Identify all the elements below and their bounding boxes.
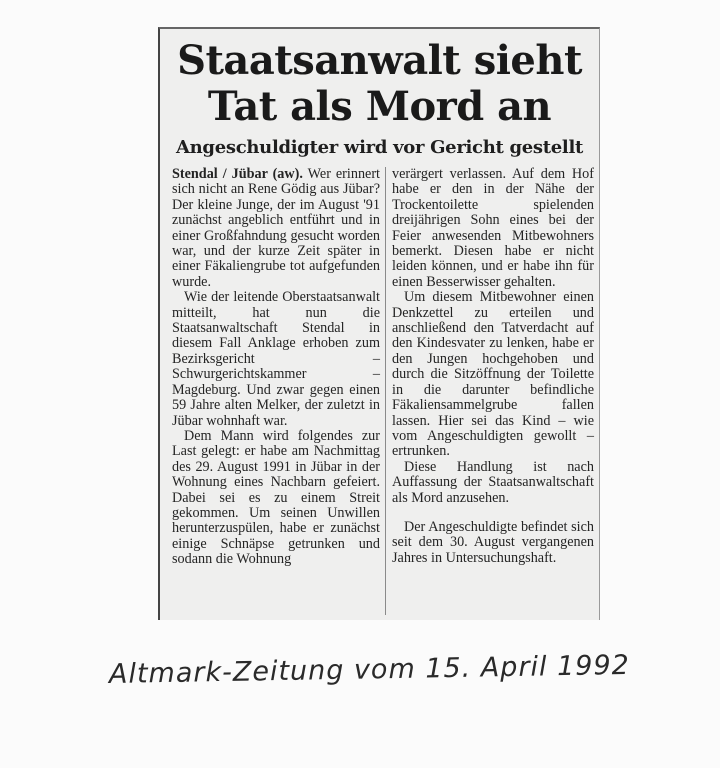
subheadline: Angeschuldigter wird vor Gericht gestellt xyxy=(175,137,583,158)
article-paragraph: verärgert verlassen. Auf dem Hof habe er den in der Nähe der Trockentoilette spielenden dreijährigen Sohn eines bei der Feier anwesenden Mitbewohners bemerkt. Diesen habe er nicht leiden können, und er habe ihn für einen Besserwisser gehalten. xyxy=(392,166,594,290)
handwritten-text: Altmark-Zeitung vom 15. April 1992 xyxy=(108,649,631,690)
article-paragraph: Diese Handlung ist nach Auffassung der Staatsanwaltschaft als Mord anzusehen. xyxy=(392,458,594,506)
article-paragraph: Dem Mann wird folgendes zur Last gelegt: er habe am Nachmittag des 29. August 1991 in Jübar in der Wohnung eines Nachbarn gefeiert. Dabei sei es zu einem Streit gekommen. Um seinen Unwillen herunterzuspülen, habe er zunächst einige Schnäpse getrunken und sodann die Wohnung xyxy=(172,427,380,568)
headline-line-2: Tat als Mord an xyxy=(207,83,552,130)
article-paragraph: Der Angeschuldigte befindet sich seit dem 30. August vergangenen Jahres in Untersuchungshaft. xyxy=(392,518,594,566)
dateline: Stendal / Jübar (aw). xyxy=(172,166,303,182)
handwritten-source-note xyxy=(105,640,685,710)
column-divider xyxy=(385,167,386,615)
article-paragraph: Wie der leitende Oberstaatsanwalt mitteilt, hat nun die Staatsanwaltschaft Stendal in diesem Fall Anklage erhoben zum Bezirksgericht – Schwurgerichtskammer – Magdeburg. Und zwar gegen einen 59 Jahre alten Melker, der zuletzt in Jübar wohnhaft war. xyxy=(172,289,380,429)
headline-line-1: Staatsanwalt sieht xyxy=(177,37,582,84)
paragraph-text: Wer erinnert sich nicht an Rene Gödig aus Jübar? Der kleine Junge, der im August '91 zunächst angeblich entführt und in einer Großfahndung gesucht worden war, und der kurze Zeit später in einer Fäkaliengrube tot aufgefunden wurde. xyxy=(172,166,380,290)
article-column-left xyxy=(172,167,380,568)
article-paragraph xyxy=(172,167,380,290)
handwriting-svg xyxy=(105,640,685,710)
article-paragraph: Um diesem Mitbewohner einen Denkzettel zu erteilen und anschließend den Tatverdacht auf den Kindesvater zu lenken, habe er den Jungen hochgehoben und durch die Sitzöffnung der Toilette in die darunter befindliche Fäkaliensammelgrube fallen lassen. Hier sei das Kind – wie vom Angeschuldigten gewollt – ertrunken. xyxy=(392,289,594,460)
newspaper-clipping xyxy=(158,27,600,620)
article-column-right xyxy=(392,167,594,566)
